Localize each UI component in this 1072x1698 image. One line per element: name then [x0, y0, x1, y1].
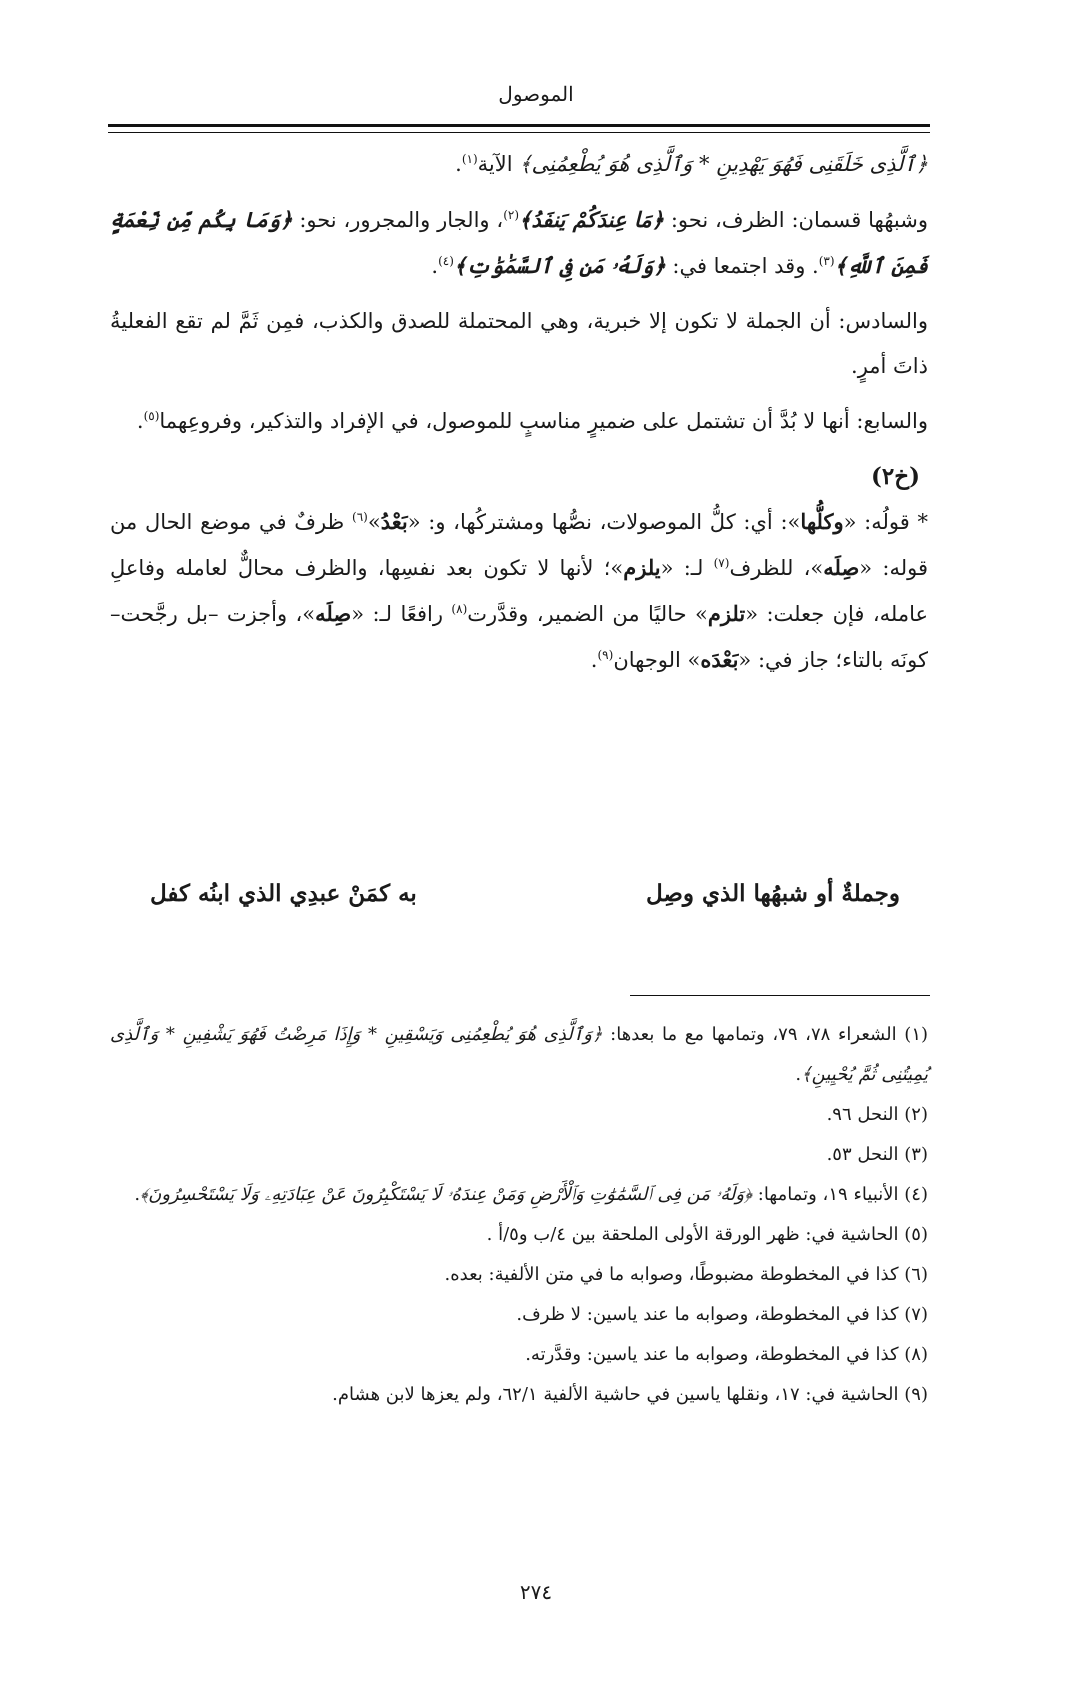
text-run: . — [431, 254, 439, 278]
footnote-item — [110, 1215, 928, 1255]
footnote-number: (٨) — [904, 1344, 928, 1365]
bold-term: بَعْدَه — [700, 647, 739, 672]
text-run: . — [795, 1064, 802, 1085]
text-run: »، وأجزت –بل رجَّحت– كونَه بالتاء؛ جاز في: « — [110, 602, 928, 672]
text-run: » الوجهان — [613, 648, 701, 672]
footnote-item — [110, 1135, 928, 1175]
footnote-ref: (٢) — [503, 208, 520, 222]
bold-term: صِلَه — [823, 555, 860, 580]
bold-term: بَعْدُ — [380, 509, 408, 534]
quran-verse: ﴿ٱلَّذِى خَلَقَنِى فَهُوَ يَهْدِينِ * وَٱلَّذِى هُوَ يُطْعِمُنِى﴾ — [519, 152, 928, 176]
footnote-number: (٩) — [904, 1384, 928, 1405]
quran-verse: ﴿وَلَهُۥ مَن فِى ٱلسَّمَٰوَٰتِ وَٱلْأَرْضِ وَمَنْ عِندَهُۥ لَا يَسْتَكْبِرُونَ عَنْ عِبَادَتِهِۦ وَلَا يَسْتَحْسِرُونَ﴾ — [140, 1184, 753, 1205]
text-run: »، للظرف — [729, 556, 824, 580]
text-run: » — [367, 510, 381, 534]
footnote-number: (٦) — [904, 1264, 928, 1285]
header-rule-thin — [108, 132, 930, 133]
text-run: »: أي: كلُّ الموصولات، نصُّها ومشتركُها، و: « — [407, 510, 801, 534]
paragraph-1 — [110, 142, 928, 187]
text-run: » حاليًا من الضمير، وقدَّرت — [467, 602, 708, 626]
text-run: رافعًا لـ: « — [351, 602, 452, 626]
footnote-separator — [630, 995, 930, 996]
text-run: . — [590, 648, 598, 672]
text-run: * قولُه: « — [843, 510, 928, 534]
footnote-ref: (٤) — [438, 254, 454, 268]
main-text — [110, 142, 928, 683]
text-run: الآية — [477, 152, 520, 176]
text-run: لـ: « — [660, 556, 714, 580]
footnote-number: (٢) — [904, 1104, 928, 1125]
text-run: »؛ لأنها لا تكون بعد نفسِها، والظرف محالٌّ لعامله وفاعلِ عامله، فإن جعلت: « — [110, 556, 929, 626]
text-run: . — [136, 409, 144, 433]
bold-term: وكلُّها — [800, 509, 844, 534]
footnote-item — [110, 1375, 928, 1415]
text-run: وشبهُها قسمان: الظرف، نحو: — [663, 208, 928, 232]
footnote-number: (٧) — [904, 1304, 928, 1325]
quran-verse: ﴿وَٱلَّذِى هُوَ يُطْعِمُنِى وَيَسْقِينِ * وَإِذَا مَرِضْتُ فَهُوَ يَشْفِينِ * وَٱلَّذِى يُمِيتُنِى ثُمَّ يُحْيِينِ﴾ — [110, 1024, 928, 1085]
footnote-number: (٣) — [904, 1144, 928, 1165]
footnote-ref: (٥) — [143, 409, 160, 423]
footnote-item — [110, 1095, 928, 1135]
bold-term: تلزم — [707, 601, 746, 626]
footnote-number: (٥) — [904, 1224, 928, 1245]
text-run: والسابع: أنها لا بُدَّ أن تشتمل على ضميرٍ مناسبٍ للموصول، في الإفراد والتذكير، وفروعِهما — [159, 409, 928, 433]
paragraph-5 — [110, 499, 928, 683]
text-run: . وقد اجتمعا في: — [665, 254, 819, 278]
footnote-text: الأنبياء ١٩، وتمامها: — [752, 1184, 899, 1205]
footnote-text: الشعراء ٧٨، ٧٩، وتمامها مع ما بعدها: — [602, 1024, 897, 1045]
footnote-text: النحل ٩٦. — [826, 1104, 899, 1125]
footnote-ref: (٣) — [818, 254, 835, 268]
footnote-item — [110, 1335, 928, 1375]
quran-verse: ﴿وَمَا بِكُم مِّن نِّعْمَةٍ فَمِنَ ٱللَّهِ﴾ — [110, 207, 928, 278]
footnote-number: (٤) — [904, 1184, 928, 1205]
footnote-text: الحاشية في: ظهر الورقة الأولى الملحقة بين ٤/ب و٥/أ . — [486, 1224, 899, 1245]
header-rule-thick — [108, 124, 930, 127]
text-run: ، والجار والمجرور، نحو: — [292, 208, 504, 232]
footnote-ref: (٨) — [451, 602, 468, 616]
footnote-item — [110, 1015, 928, 1095]
footnote-text: كذا في المخطوطة، وصوابه ما عند ياسين: لا ظرف. — [516, 1304, 899, 1325]
footnote-ref: (٧) — [713, 556, 730, 570]
footnote-ref: (١) — [461, 152, 478, 166]
footnote-text: النحل ٥٣. — [826, 1144, 899, 1165]
quran-verse: ﴿مَا عِندَكُمْ يَنفَدُ﴾ — [519, 207, 664, 232]
quran-verse: ﴿وَلَهُۥ مَن فِى ٱلسَّمَٰوَٰتِ﴾ — [453, 253, 666, 278]
verse-second-hemistich: به كمَنْ عبدِي الذي ابنُه كفل — [150, 880, 417, 907]
footnote-ref: (٩) — [597, 648, 614, 662]
paragraph-3: والسادس: أن الجملة لا تكون إلا خبرية، وهي المحتملة للصدق والكذب، فمِن ثَمَّ لم تقع الفعليةُ ذاتَ أمرٍ. — [110, 309, 928, 378]
text-run: . — [455, 152, 462, 176]
verse-first-hemistich: وجملةٌ أو شبهُها الذي وصِل — [645, 880, 900, 907]
footnote-ref: (٦) — [352, 510, 368, 524]
alfiya-verse-line — [150, 880, 900, 907]
bold-term: يلزم — [623, 555, 661, 580]
text-run: . — [134, 1184, 141, 1205]
footnote-text: كذا في المخطوطة، وصوابه ما عند ياسين: وقدَّرته. — [525, 1344, 899, 1365]
footnote-text: كذا في المخطوطة مضبوطًا، وصوابه ما في متن الألفية: بعده. — [444, 1264, 899, 1285]
footnote-item — [110, 1295, 928, 1335]
footnotes — [110, 1015, 928, 1415]
section-heading: (خ٢) — [871, 463, 920, 490]
footnote-text: الحاشية في: ١٧، ونقلها ياسين في حاشية الألفية ٦٢/١، ولم يعزها لابن هشام. — [332, 1384, 899, 1405]
footnote-item — [110, 1255, 928, 1295]
bold-term: صِلَه — [315, 601, 352, 626]
page-number: ٢٧٤ — [519, 1580, 553, 1604]
footnote-number: (١) — [904, 1024, 929, 1045]
footnote-item — [110, 1175, 928, 1215]
running-head: الموصول — [498, 82, 574, 106]
text-run: ظرفٌ في موضع الحال من قوله: « — [110, 510, 929, 580]
paragraph-4 — [110, 399, 928, 444]
paragraph-2 — [110, 197, 928, 289]
